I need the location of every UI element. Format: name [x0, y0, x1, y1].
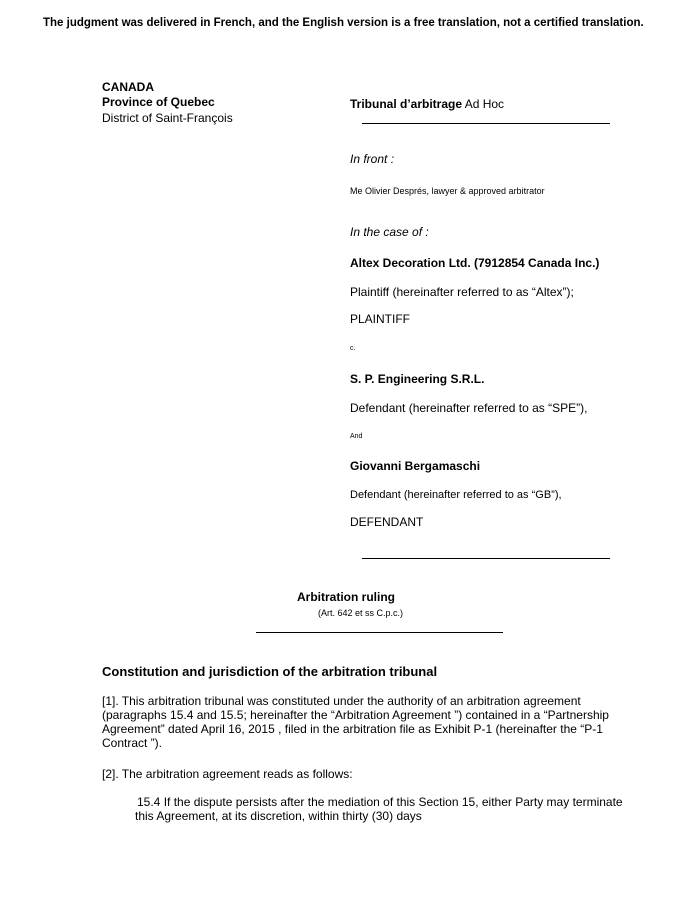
defendant2-description: Defendant (hereinafter referred to as “GB”), [350, 489, 562, 501]
ruling-title: Arbitration ruling [297, 590, 395, 604]
country: CANADA [102, 80, 154, 94]
versus-label: c. [350, 345, 356, 352]
plaintiff-description: Plaintiff (hereinafter referred to as “Altex”); [350, 285, 574, 299]
case-label: In the case of : [350, 225, 429, 239]
arbitrator-name: Me Olivier Després, lawyer & approved arbitrator [350, 186, 545, 196]
tribunal-name-rest: Ad Hoc [462, 97, 505, 111]
ruling-rule [256, 632, 503, 633]
tribunal-rule [362, 123, 610, 124]
defendant1-description: Defendant (hereinafter referred to as “SPE”), [350, 401, 588, 415]
paragraph-2: [2]. The arbitration agreement reads as follows: [102, 767, 353, 781]
tribunal-name [350, 97, 504, 111]
defendant2-name: Giovanni Bergamaschi [350, 459, 481, 473]
province: Province of Quebec [102, 95, 215, 109]
paragraph-1: [1]. This arbitration tribunal was constituted under the authority of an arbitration agreement (paragraphs 15.4 and 15.5; hereinafter the “Arbitration Agreement ”) contained in a “Partnership Agreement” dated April 16, 2015 , filed in the arbitration file as Exhibit P-1 (hereinafter the “P-1 Contract ”). [102, 694, 609, 750]
defendant1-name: S. P. Engineering S.R.L. [350, 372, 485, 386]
quoted-clause: 15.4 If the dispute persists after the mediation of this Section 15, either Party may terminate this Agreement, at its discretion, within thirty (30) days [135, 795, 623, 823]
plaintiff-role: PLAINTIFF [350, 312, 411, 326]
ruling-subtitle: (Art. 642 et ss C.p.c.) [318, 608, 404, 618]
defendant-role: DEFENDANT [350, 515, 424, 529]
tribunal-name-bold: Tribunal d’arbitrage [350, 97, 463, 111]
parties-rule [362, 558, 610, 559]
before-label: In front : [350, 152, 395, 166]
section-heading: Constitution and jurisdiction of the arbitration tribunal [102, 664, 438, 679]
district: District of Saint-François [102, 111, 233, 125]
plaintiff-name: Altex Decoration Ltd. (7912854 Canada Inc.) [350, 256, 600, 270]
and-label: And [350, 433, 363, 440]
translation-notice: The judgment was delivered in French, and the English version is a free translation, not a certified translation. [43, 17, 644, 29]
